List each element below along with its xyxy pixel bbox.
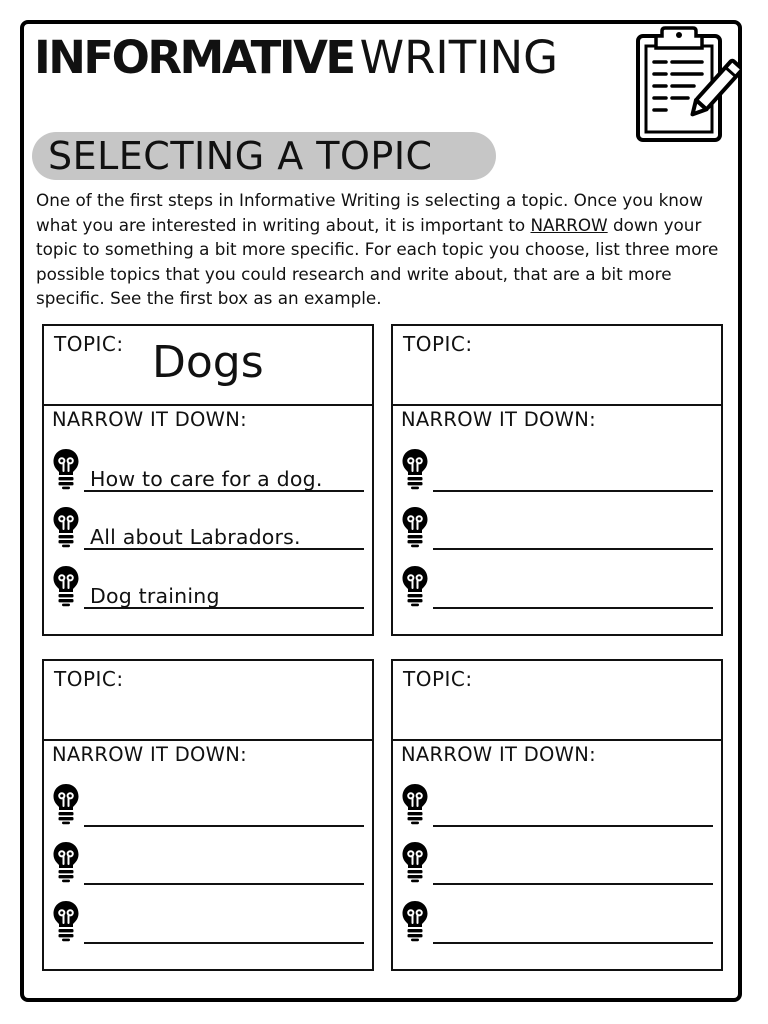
idea-underline [433,825,713,827]
intro-text-part2: down your topic to something a bit more specific. For each topic you choose, list three more possible topics that you could research and write about, that are a bit more specific. See the first box as an example. [36,214,719,308]
lightbulb-icon [52,448,80,490]
topic-card [42,659,374,971]
idea-line[interactable] [401,561,717,609]
topic-label: TOPIC: [403,332,473,356]
topic-section [393,326,721,406]
idea-line[interactable] [401,779,717,827]
idea-text: All about Labradors. [90,525,301,549]
narrow-label: NARROW IT DOWN: [401,408,597,431]
idea-underline [84,883,364,885]
idea-line[interactable] [401,444,717,492]
intro-text-part1: One of the first steps in Informative Writing is selecting a topic. Once you know what you are interested in writing about, it is important to [36,190,703,235]
idea-underline [84,942,364,944]
lightbulb-icon [52,841,80,883]
idea-line[interactable] [52,896,368,944]
page-title [34,26,558,90]
topic-section [393,661,721,741]
topic-section [44,661,372,741]
idea-line[interactable] [401,837,717,885]
lightbulb-icon [52,900,80,942]
idea-line[interactable] [401,896,717,944]
lightbulb-icon [401,900,429,942]
topic-section [44,326,372,406]
idea-underline [433,548,713,550]
lightbulb-icon [401,783,429,825]
idea-line[interactable] [52,779,368,827]
lightbulb-icon [52,506,80,548]
narrow-label: NARROW IT DOWN: [401,743,597,766]
lightbulb-icon [401,448,429,490]
idea-underline [433,490,713,492]
topic-card [391,659,723,971]
section-heading: SELECTING A TOPIC [32,132,496,180]
idea-line[interactable] [401,502,717,550]
topic-label: TOPIC: [403,667,473,691]
narrow-label: NARROW IT DOWN: [52,408,248,431]
lightbulb-icon [401,506,429,548]
lightbulb-icon [52,565,80,607]
clipboard-pencil-icon [632,26,742,144]
idea-underline [433,942,713,944]
narrow-label: NARROW IT DOWN: [52,743,248,766]
idea-text: Dog training [90,584,220,608]
idea-line[interactable] [52,837,368,885]
idea-line[interactable] [52,502,368,550]
topic-label: TOPIC: [54,667,124,691]
lightbulb-icon [401,841,429,883]
idea-line[interactable] [52,444,368,492]
lightbulb-icon [401,565,429,607]
idea-underline [433,607,713,609]
idea-line[interactable] [52,561,368,609]
idea-underline [433,883,713,885]
intro-emphasis: NARROW [530,214,608,235]
topic-card [391,324,723,636]
title-light-word: WRITING [359,31,558,84]
lightbulb-icon [52,783,80,825]
idea-underline [84,825,364,827]
idea-text: How to care for a dog. [90,467,323,491]
title-bold-word: INFORMATIVE [34,31,354,84]
topic-label: TOPIC: [54,332,124,356]
topic-value[interactable]: Dogs [152,337,264,388]
topic-card [42,324,374,636]
intro-paragraph [36,188,730,311]
